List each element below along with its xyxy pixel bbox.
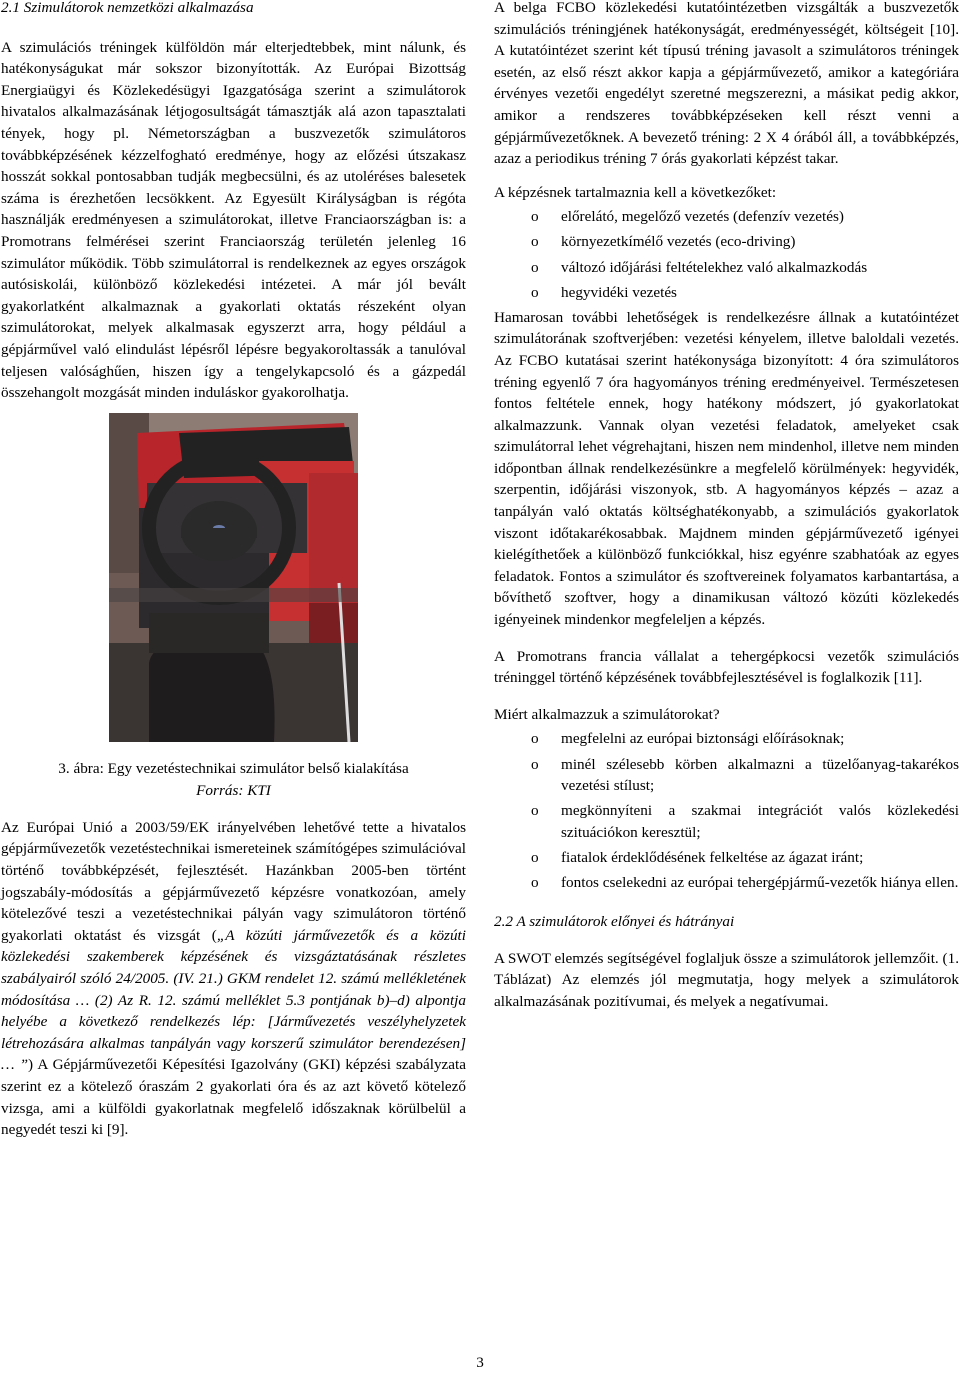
left-paragraph-1: A szimulációs tréningek külföldön már elterjedtebbek, mint nálunk, és hatékonyságukat már sokszor bizonyították. Az Európai Bizottság Energiaügyi és Közlekedésügyi Igazgatósága szerint a szimulátorok hivatalos alkalmazásának létjogosultságát támasztják alá azon tapasztalati tények, hogy pl. Németországban a buszvezetők szimulátoros továbbképzésének kézzelfogható eredménye, hogy az előzési útszakasz hosszát sokkal pontosabban tudják megbecsülni, és az utoléréses balesetek száma is érezhetően lecsökkent. Az Egyesült Királyságban is régóta használják eredményesen a szimulátorokat, illetve Franciaországban is: a Promotrans felmérései szerint Franciaország területén jelenleg 16 szimulátor működik. Több szimulátorral is rendelkeznek az egyes országok autósiskolái, különböző közlekedési intézetei. A már jól bevált gyakorlatként alkalmaznak a gyakorlati oktatás részeként olyan szimulátorokat, melyek alkalmasak egyszerzt arra, hogy például a gépjárművel való elindulást lépésről lépésre begyakoroltassák a tanulóval teljesen valósághűen, hiszen így a tengelykapcsoló és a gázpedál összehangolt mozgását minden induláskor gyakorolhatja. <box>1 38 466 402</box>
section-heading-2-1: 2.1 Szimulátorok nemzetközi alkalmazása <box>1 0 254 16</box>
list-item: o fontos cselekedni az európai tehergépjármű-vezetők hiánya ellen. <box>494 872 959 894</box>
left-column <box>1 0 466 1141</box>
right-paragraph-1: A belga FCBO közlekedési kutatóintézetben vizsgálták a buszvezetők szimulációs tréningjének hatékonyságát, eredményességét, költségeit [10]. A kutatóintézet szerint két típusú tréning javasolt a szimulátoros tréningek esetén, az első részt akkor kapja a gépjárművezető, amikor a kategóriára érvényes vezetői engedélyt szeretné megszerezni, a másikat pedig akkor, amikor a rendszeres továbbképzéseken kell részt venni a gépjárművezetőknek. A bevezető tréning: 2 X 4 órából áll, a továbbképzés, azaz a periodikus tréning 7 órás gyakorlati képzést takar. <box>494 0 959 168</box>
page-number: 3 <box>476 1354 484 1371</box>
bullet-circle-icon: o <box>531 873 539 891</box>
list-item: o minél szélesebb körben alkalmazni a tüzelőanyag-takarékos vezetési stílust; <box>531 755 959 795</box>
bullet-circle-icon: o <box>531 233 539 251</box>
bullet-circle-icon: o <box>531 848 539 866</box>
bullet-circle-icon: o <box>531 283 539 301</box>
right-paragraph-2: Hamarosan további lehetőségek is rendelkezésre állnak a kutatóintézet szimulátorának szoftverjében: vezetési kényelem, illetve baloldali vezetés. Az FCBO kutatásai szerint hatékonysága bizonyított: 4 óra szimulátoros tréning egyenlő 7 óra hagyományos tréning eredményeivel. Természetesen fontos feltétele ennek, hogy hatékony módszert, jó gyakorlatokat alkalmazzunk. Vannak olyan vezetési feladatok, amelyeket csak szimulátorral lehet végrehajtani, hiszen nem mindenhol, illetve nem minden időpontban állnak rendelkezésünkre a megfelelő körülmények: hegyvidék, szerpentin, időjárási viszonyok, stb. A hagyományos képzés – azaz a tanpályán való oktatás költséghatékonyabb, a szimulációs gyakorlatok viszont időtakarékosabbak. Majdnem minden gépjárművezető igényei kielégíthetőek a különböző funkciókkal, hisz egyénre szabhatóak az egyes feladatok. Fontos a szimulátor és szoftvereinek folyamatos karbantartása, a bővíthető szoftver, hogy a dinamikusan változó közúti közlekedés igényeinek mindenkor megfeleljen a képzés. <box>494 308 959 629</box>
list1-intro: A képzésnek tartalmaznia kell a következőket: <box>494 183 777 201</box>
right-paragraph-3: A Promotrans francia vállalat a tehergépkocsi vezetők szimulációs tréninggel történő képzésének továbbfejlesztésével is foglalkozik [11]. <box>494 647 959 687</box>
bullet-circle-icon: o <box>531 258 539 276</box>
list-item: o megfelelni az európai biztonsági előírásoknak; <box>494 728 959 750</box>
section-heading-2-2: 2.2 A szimulátorok előnyei és hátrányai <box>494 913 735 931</box>
right-paragraph-4: A SWOT elemzés segítségével foglaljuk össze a szimulátorok jellemzőit. (1. Táblázat) Az elemzés jól megmutatja, hogy melyek a szimulátorok alkalmazásának pozitívumai, és melyek a negatívumai. <box>494 949 959 1010</box>
figure-source: Forrás: KTI <box>196 782 271 800</box>
bullet-circle-icon: o <box>531 208 539 226</box>
left-paragraph-2-text-a: Az Európai Unió a 2003/59/EK irányelvében lehetővé tette a hivatalos gépjárművezetők vezetéstechnikai ismereteinek számítógépes szimulációval történő továbbképzését, fejlesztését. Hazánkban 2005-ben történt jogszabály-módosítás a gépjárművezető képzésre vonatkozóan, amely kötelezővé teszi a vezetéstechnikai pályán vagy szimulátoron történő gyakorlati oktatást és vizsgát ( <box>1 818 466 944</box>
bullet-circle-icon: o <box>531 730 539 748</box>
list-item: o fiatalok érdeklődésének felkeltése az ágazat iránt; <box>494 847 959 869</box>
list-item: o hegyvidéki vezetés <box>494 282 959 304</box>
figure-simulator-photo <box>109 413 358 742</box>
list-item: o megkönnyíteni a szakmai integrációt valós közlekedési szituációkon keresztül; <box>531 802 959 841</box>
left-paragraph-2 <box>1 817 466 1141</box>
list-item: o változó időjárási feltételekhez való alkalmazkodás <box>494 257 959 279</box>
list-item: o környezetkímélő vezetés (eco-driving) <box>494 231 959 253</box>
right-column <box>494 0 959 1012</box>
bullet-circle-icon: o <box>531 802 539 820</box>
reasons-list <box>494 728 959 893</box>
bullet-circle-icon: o <box>531 755 539 773</box>
list2-intro: Miért alkalmazzuk a szimulátorokat? <box>494 705 720 723</box>
list-item: o előrelátó, megelőző vezetés (defenzív vezetés) <box>494 206 959 228</box>
figure-caption: 3. ábra: Egy vezetéstechnikai szimulátor belső kialakítása <box>58 759 409 777</box>
training-content-list <box>494 206 959 303</box>
left-paragraph-2-text-b: ) A Gépjárművezetői Képesítési Igazolvány (GKI) képzési szabályzata szerint ez a kötelező óraszám 2 gyakorlati óra és az azt követő kötelező vizsga, ami a külföldi gyakorlatnak megfelelő időszaknak körülbelül a negyedét teszi ki [9]. <box>1 1056 466 1139</box>
simulator-interior-photo <box>109 413 358 742</box>
left-paragraph-2-quote: „A közúti járművezetők és a közúti közlekedési szakemberek képzésének és vizsgáztatásának részletes szabályairól szóló 24/2005. (IV. 21.) GKM rendelet 12. számú mellékletének módosítása … (2) Az R. 12. számú melléklet 5.3 pontjának b)–d) alpontja helyébe a következő rendelkezés lép: [Járművezetés veszélyhelyzetek létrehozására alkalmas tanpályán vagy korszerű szimulátor berendezésen] … ” <box>1 926 466 1074</box>
